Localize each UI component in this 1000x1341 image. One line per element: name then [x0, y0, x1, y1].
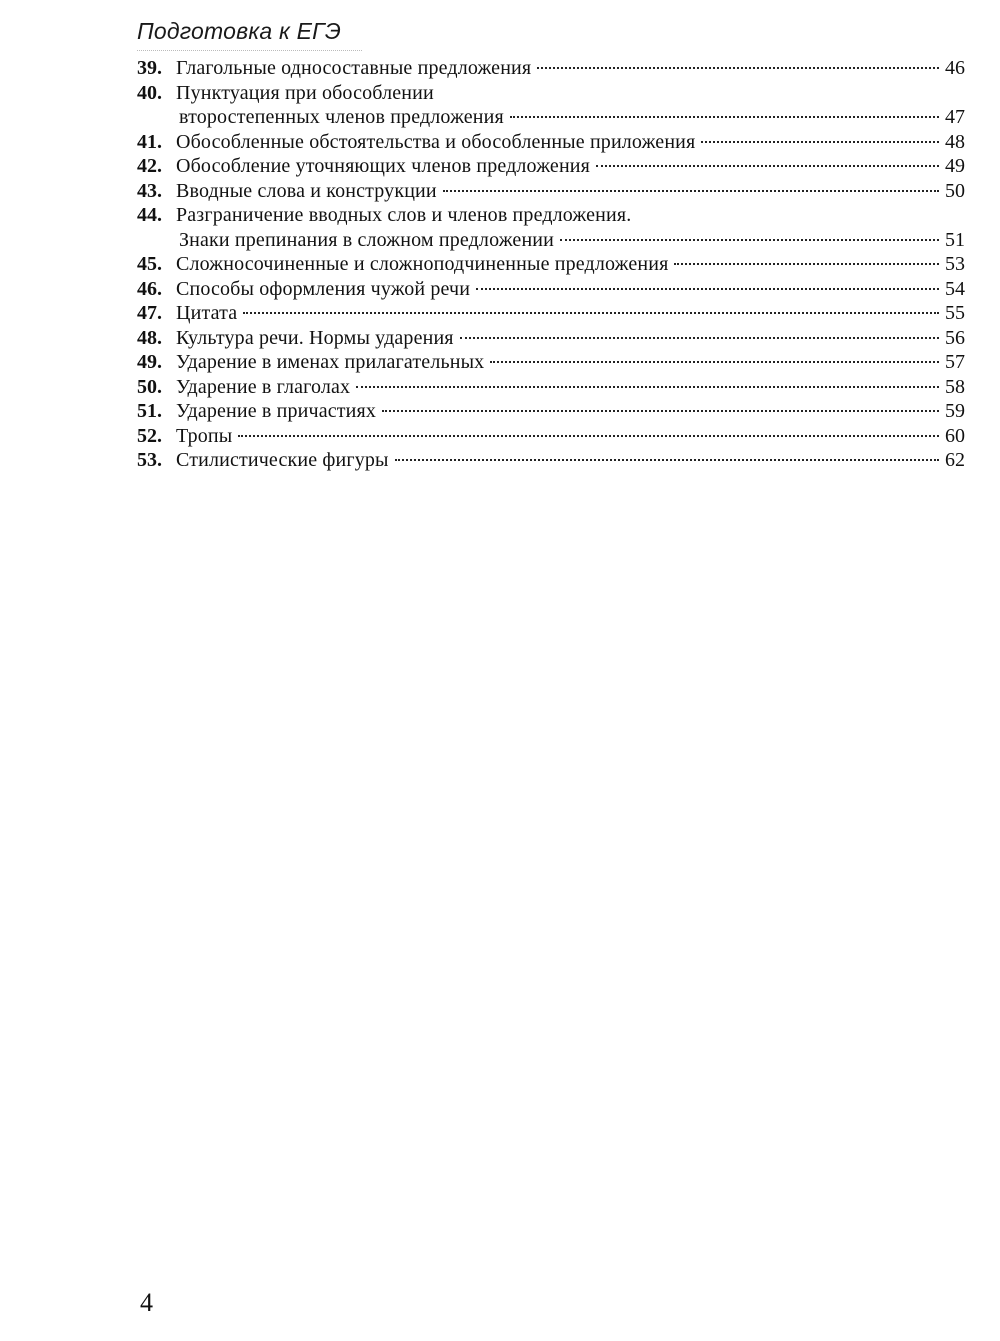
toc-entry-title: Ударение в именах прилагательных: [176, 351, 485, 373]
toc-entry-44[interactable]: [137, 203, 965, 228]
toc-entry-page: 62: [945, 449, 965, 471]
dot-leader: [596, 165, 939, 167]
toc-entry-40-continuation[interactable]: [137, 105, 965, 130]
toc-entry-title-continuation: второстепенных членов предложения: [179, 106, 504, 128]
toc-entry-title: Глагольные односоставные предложения: [176, 57, 532, 79]
toc-entry-page: 51: [945, 228, 965, 251]
toc-entry-page: 60: [945, 424, 965, 447]
toc-entry-number: 52.: [137, 424, 162, 447]
toc-entry-number: 46.: [137, 277, 162, 300]
toc-entry-number: 53.: [137, 449, 162, 471]
running-head: Подготовка к ЕГЭ: [137, 18, 342, 44]
toc-entry-title: Вводные слова и конструкции: [176, 179, 437, 202]
dot-leader: [537, 67, 939, 69]
toc-entry-title: Ударение в глаголах: [176, 375, 351, 398]
toc-entry-page: 56: [945, 326, 965, 349]
toc-entry-title: Стилистические фигуры: [176, 449, 389, 471]
toc-entry-title-continuation: Знаки препинания в сложном предложении: [179, 228, 555, 251]
toc-entry-number: 43.: [137, 179, 162, 202]
toc-entry-title: Способы оформления чужой речи: [176, 277, 471, 300]
toc-entry-page: 59: [945, 400, 965, 422]
toc-entry-45[interactable]: [137, 252, 965, 277]
toc-entry-51[interactable]: [137, 399, 965, 424]
toc-entry-title: Цитата: [176, 302, 238, 324]
toc-entry-43[interactable]: [137, 179, 965, 204]
toc-entry-page: 54: [945, 277, 965, 300]
toc-entry-page: 55: [945, 302, 965, 324]
toc-entry-page: 47: [945, 106, 965, 128]
dot-leader: [510, 116, 939, 118]
toc-entry-49[interactable]: [137, 350, 965, 375]
toc-entry-44-continuation[interactable]: [137, 228, 965, 253]
toc-entry-page: 53: [945, 253, 965, 275]
toc-entry-number: 40.: [137, 81, 162, 104]
toc-entry-number: 45.: [137, 253, 162, 275]
dot-leader: [701, 141, 939, 143]
toc-entry-number: 47.: [137, 302, 162, 324]
toc-entry-title: Обособленные обстоятельства и обособленные приложения: [176, 130, 696, 153]
toc-entry-title: Культура речи. Нормы ударения: [176, 326, 454, 349]
dot-leader: [490, 361, 939, 363]
toc-entry-page: 48: [945, 130, 965, 153]
toc-entry-number: 51.: [137, 400, 162, 422]
toc-entry-42[interactable]: [137, 154, 965, 179]
toc-entry-46[interactable]: [137, 277, 965, 302]
dot-leader: [460, 337, 939, 339]
toc-entry-title: Обособление уточняющих членов предложения: [176, 155, 591, 177]
toc-entry-number: 41.: [137, 130, 162, 153]
toc-entry-39[interactable]: [137, 56, 965, 81]
page-number: 4: [140, 1288, 153, 1317]
toc-entry-title: Пунктуация при обособлении: [176, 81, 434, 104]
toc-entry-title: Разграничение вводных слов и членов предложения.: [176, 204, 632, 226]
toc-entry-page: 57: [945, 351, 965, 373]
dot-leader: [382, 410, 939, 412]
toc-entry-number: 42.: [137, 155, 162, 177]
dot-leader: [560, 239, 939, 241]
dot-leader: [443, 190, 939, 192]
dot-leader: [356, 386, 939, 388]
table-of-contents: [137, 56, 965, 473]
toc-entry-number: 48.: [137, 326, 162, 349]
toc-entry-number: 39.: [137, 57, 162, 79]
toc-entry-40[interactable]: [137, 81, 965, 106]
toc-entry-title: Ударение в причастиях: [176, 400, 377, 422]
toc-entry-50[interactable]: [137, 375, 965, 400]
toc-entry-number: 49.: [137, 351, 162, 373]
toc-entry-page: 46: [945, 57, 965, 79]
toc-entry-41[interactable]: [137, 130, 965, 155]
toc-entry-title: Тропы: [176, 424, 233, 447]
toc-entry-page: 58: [945, 375, 965, 398]
toc-entry-number: 44.: [137, 204, 162, 226]
dot-leader: [238, 435, 939, 437]
toc-entry-page: 50: [945, 179, 965, 202]
toc-entry-title: Сложносочиненные и сложноподчиненные предложения: [176, 253, 669, 275]
toc-entry-number: 50.: [137, 375, 162, 398]
toc-entry-53[interactable]: [137, 448, 965, 473]
toc-entry-page: 49: [945, 155, 965, 177]
toc-entry-48[interactable]: [137, 326, 965, 351]
dot-leader: [243, 312, 939, 314]
header-rule: [137, 50, 362, 51]
dot-leader: [674, 263, 939, 265]
dot-leader: [476, 288, 939, 290]
dot-leader: [395, 459, 939, 461]
toc-entry-52[interactable]: [137, 424, 965, 449]
toc-entry-47[interactable]: [137, 301, 965, 326]
